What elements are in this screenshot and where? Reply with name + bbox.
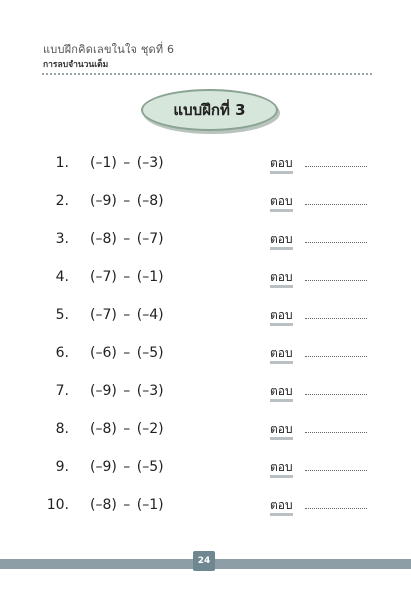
- problem-number: 9.: [55, 459, 69, 475]
- problem-expression: (–7) – (–1): [90, 269, 164, 285]
- problem-expression: (–6) – (–5): [90, 345, 164, 361]
- answer-blank[interactable]: [305, 242, 367, 243]
- answer-label: ตอบ: [270, 194, 293, 212]
- answer-label: ตอบ: [270, 384, 293, 402]
- problem-row: [0, 153, 411, 177]
- problem-number: 5.: [55, 307, 69, 323]
- problem-row: [0, 495, 411, 519]
- problem-row: [0, 381, 411, 405]
- answer-blank[interactable]: [305, 432, 367, 433]
- problem-number: 3.: [55, 231, 69, 247]
- problem-expression: (–1) – (–3): [90, 155, 164, 171]
- answer-blank[interactable]: [305, 166, 367, 167]
- problem-row: [0, 419, 411, 443]
- problem-expression: (–9) – (–5): [90, 459, 164, 475]
- answer-blank[interactable]: [305, 470, 367, 471]
- header-title: แบบฝึกคิดเลขในใจ ชุดที่ 6: [43, 43, 175, 56]
- exercise-title-badge: [141, 89, 278, 131]
- dotted-divider: [42, 73, 372, 75]
- problem-expression: (–8) – (–2): [90, 421, 164, 437]
- answer-blank[interactable]: [305, 356, 367, 357]
- problem-number: 8.: [55, 421, 69, 437]
- problem-expression: (–9) – (–8): [90, 193, 164, 209]
- answer-blank[interactable]: [305, 508, 367, 509]
- answer-blank[interactable]: [305, 318, 367, 319]
- problem-row: [0, 191, 411, 215]
- problem-row: [0, 229, 411, 253]
- answer-blank[interactable]: [305, 280, 367, 281]
- problem-number: 2.: [55, 193, 69, 209]
- problem-row: [0, 343, 411, 367]
- problem-expression: (–9) – (–3): [90, 383, 164, 399]
- answer-label: ตอบ: [270, 232, 293, 250]
- problem-row: [0, 457, 411, 481]
- header-subtitle: การลบจำนวนเต็ม: [43, 60, 109, 70]
- answer-blank[interactable]: [305, 394, 367, 395]
- answer-label: ตอบ: [270, 422, 293, 440]
- problem-number: 7.: [55, 383, 69, 399]
- answer-label: ตอบ: [270, 156, 293, 174]
- problem-expression: (–8) – (–1): [90, 497, 164, 513]
- problem-number: 10.: [46, 497, 69, 513]
- problem-row: [0, 305, 411, 329]
- problem-number: 6.: [55, 345, 69, 361]
- answer-label: ตอบ: [270, 308, 293, 326]
- exercise-title: แบบฝึกที่ 3: [173, 101, 246, 119]
- problem-number: 4.: [55, 269, 69, 285]
- answer-label: ตอบ: [270, 270, 293, 288]
- problem-expression: (–7) – (–4): [90, 307, 164, 323]
- answer-blank[interactable]: [305, 204, 367, 205]
- answer-label: ตอบ: [270, 460, 293, 478]
- answer-label: ตอบ: [270, 498, 293, 516]
- problem-expression: (–8) – (–7): [90, 231, 164, 247]
- answer-label: ตอบ: [270, 346, 293, 364]
- page-number-tab: [193, 551, 215, 571]
- page-number: 24: [197, 556, 211, 566]
- problem-row: [0, 267, 411, 291]
- problem-number: 1.: [55, 155, 69, 171]
